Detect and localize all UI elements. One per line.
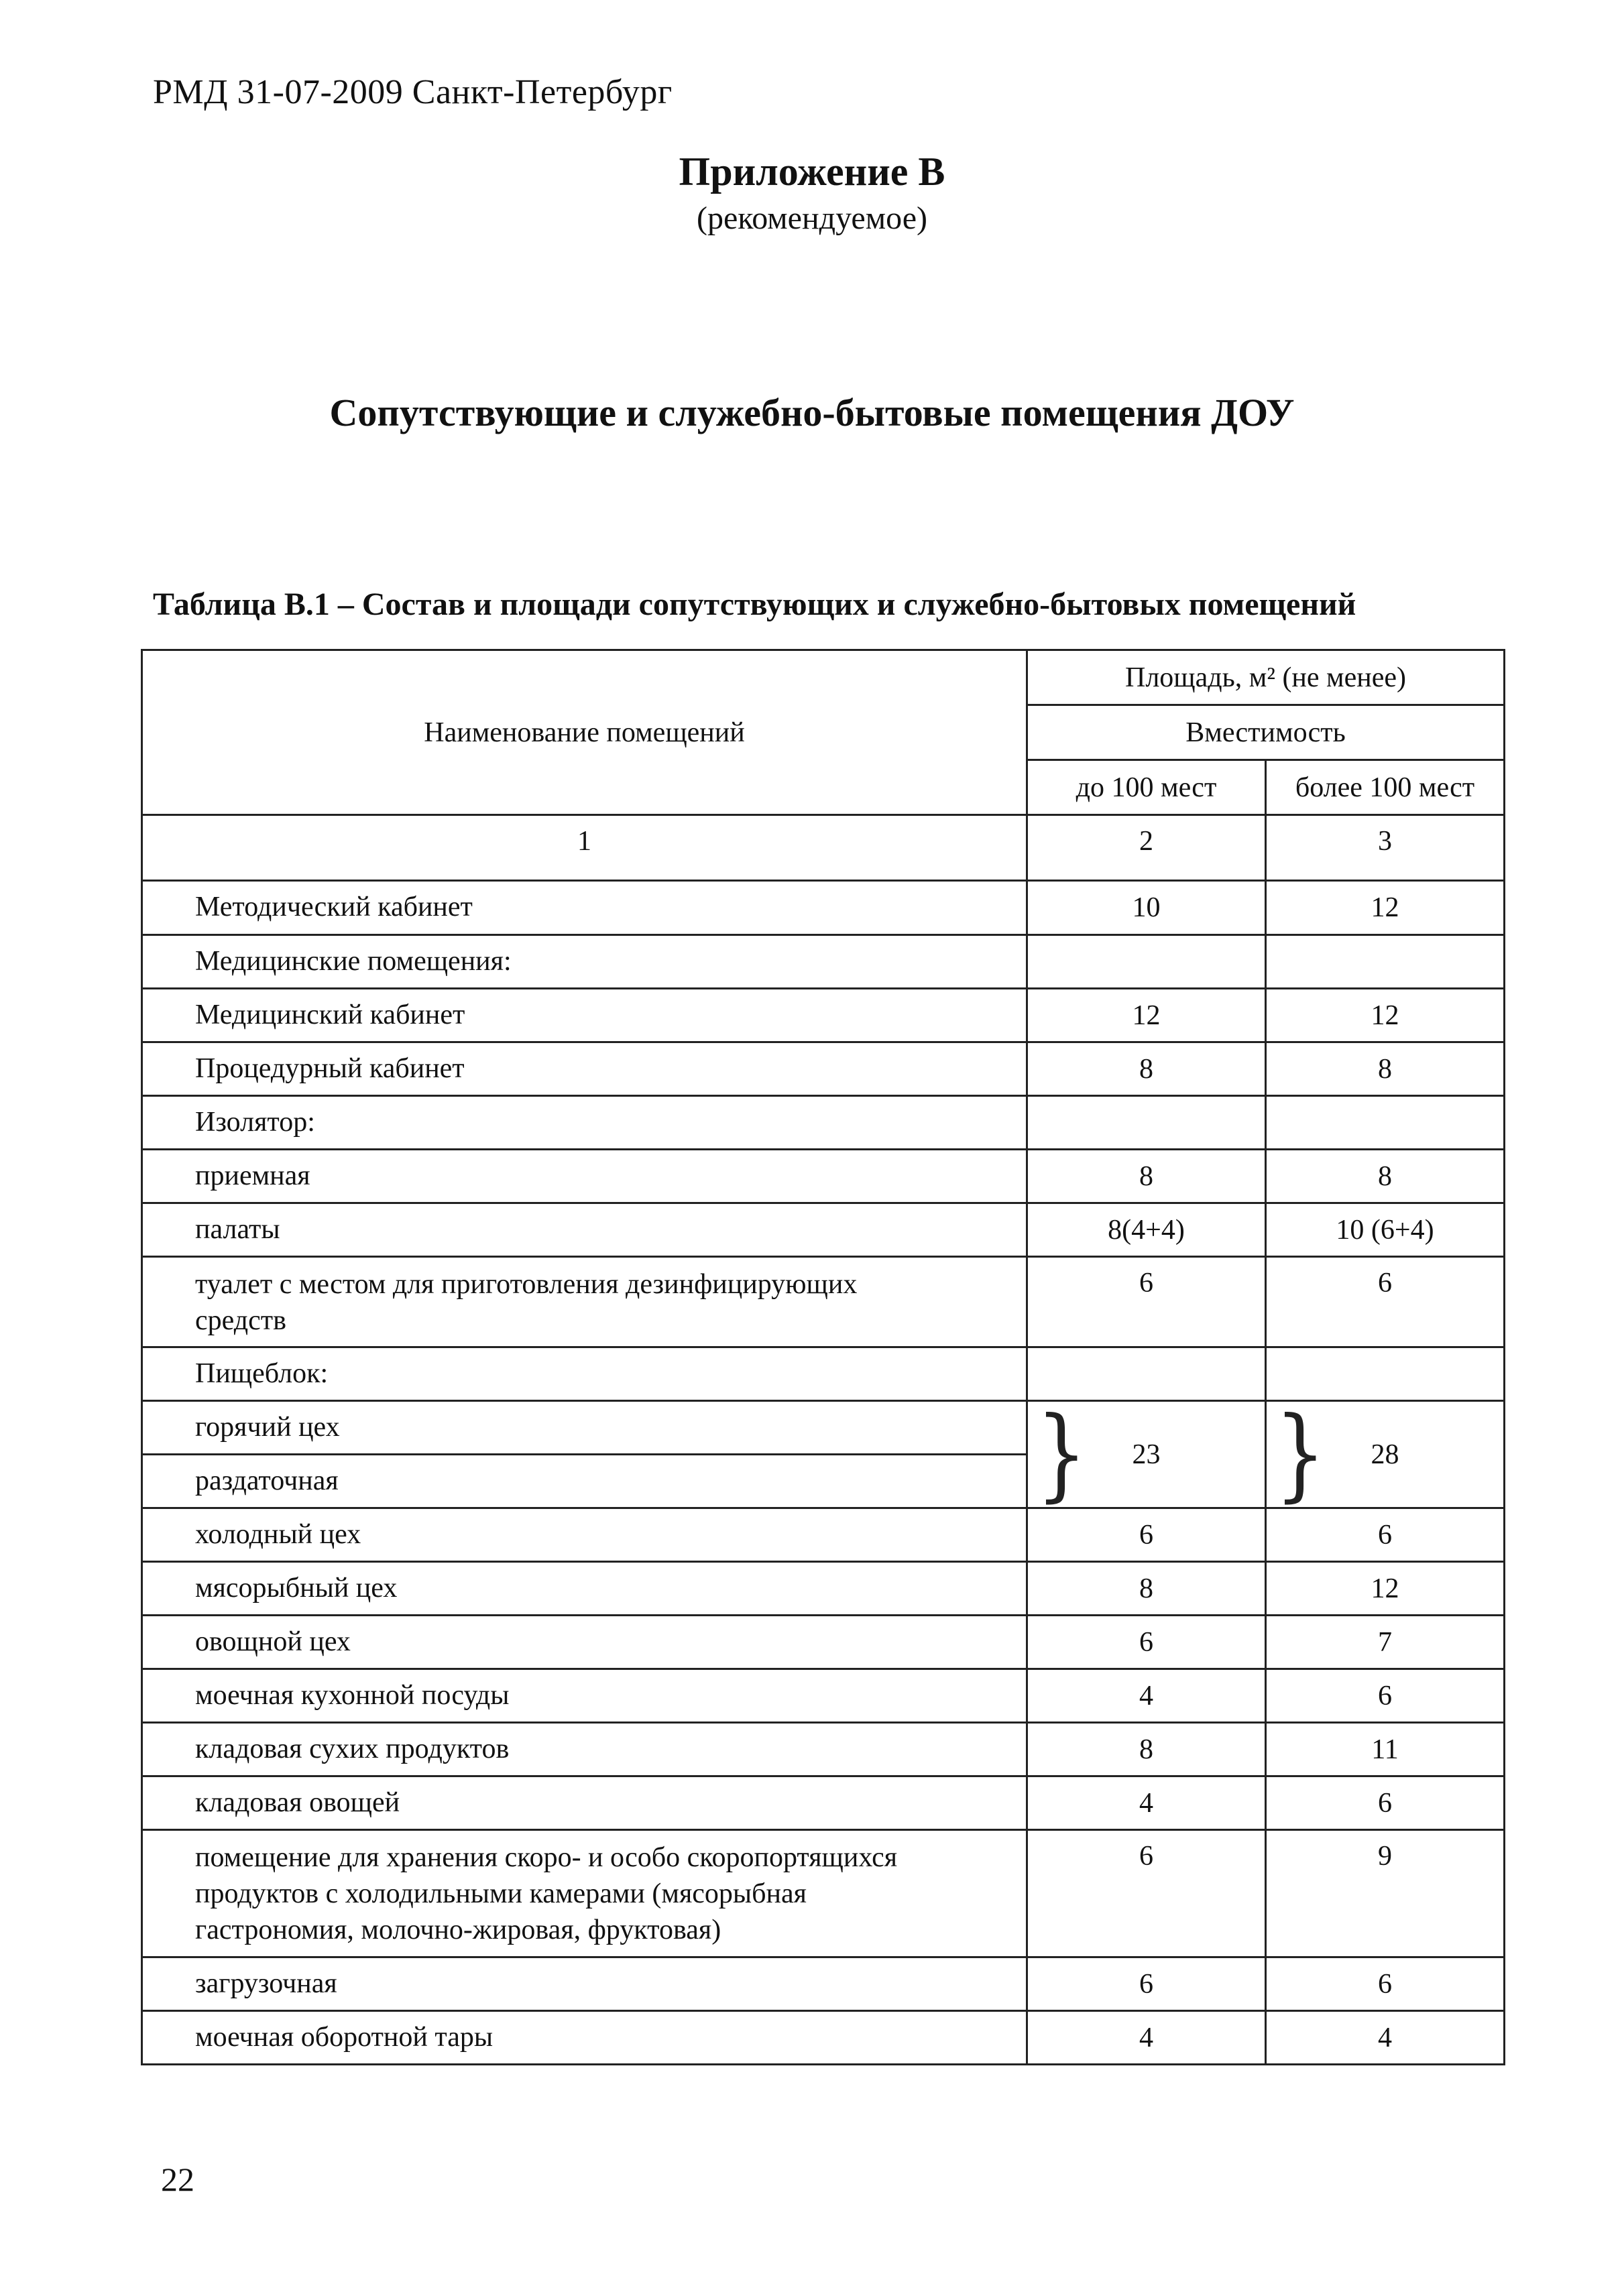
row-value-large xyxy=(1266,935,1505,989)
table-row xyxy=(142,881,1505,935)
rooms-area-table xyxy=(141,649,1505,2065)
table-caption: Таблица В.1 – Состав и площади сопутствующих и служебно-бытовых помещений xyxy=(153,587,1356,622)
table-row xyxy=(142,1957,1505,2011)
row-name: моечная оборотной тары xyxy=(142,2011,1027,2065)
table-row xyxy=(142,1042,1505,1096)
header-capacity: Вместимость xyxy=(1027,705,1505,760)
row-value-large: 6 xyxy=(1266,1508,1505,1562)
page-number: 22 xyxy=(161,2161,194,2198)
row-name: Изолятор: xyxy=(142,1096,1027,1150)
row-value-small: 4 xyxy=(1027,1669,1266,1723)
combined-value-small: 23 xyxy=(1132,1439,1161,1470)
row-name: мясорыбный цех xyxy=(142,1562,1027,1616)
row-value-large: 8 xyxy=(1266,1042,1505,1096)
row-value-small: 10 xyxy=(1027,881,1266,935)
row-value-large: 6 xyxy=(1266,1776,1505,1830)
table-row xyxy=(142,1203,1505,1257)
table-row xyxy=(142,1669,1505,1723)
document-header: РМД 31-07-2009 Санкт-Петербург xyxy=(153,73,673,111)
table-row xyxy=(142,935,1505,989)
row-name: Процедурный кабинет xyxy=(142,1042,1027,1096)
row-name: кладовая сухих продуктов xyxy=(142,1723,1027,1776)
row-value-small xyxy=(1027,1347,1266,1401)
column-number-3: 3 xyxy=(1266,815,1505,881)
row-name: кладовая овощей xyxy=(142,1776,1027,1830)
combined-value-large-cell xyxy=(1266,1396,1505,1512)
row-value-small: 8 xyxy=(1027,1562,1266,1616)
table-row xyxy=(142,1830,1505,1957)
row-value-small xyxy=(1027,935,1266,989)
table-row xyxy=(142,1562,1505,1616)
header-over-100: более 100 мест xyxy=(1266,760,1505,815)
table-row xyxy=(142,2011,1505,2065)
row-value-small: 8 xyxy=(1027,1150,1266,1203)
table-row xyxy=(142,989,1505,1042)
row-name: холодный цех xyxy=(142,1508,1027,1562)
row-value-small: 6 xyxy=(1027,1830,1266,1957)
row-value-large: 6 xyxy=(1266,1669,1505,1723)
row-name: загрузочная xyxy=(142,1957,1027,2011)
table-row xyxy=(142,1723,1505,1776)
combined-value-small-cell xyxy=(1027,1396,1266,1512)
row-value-large: 12 xyxy=(1266,989,1505,1042)
row-name: Медицинский кабинет xyxy=(142,989,1027,1042)
row-name: туалет с местом для приготовления дезинфицирующих средств xyxy=(142,1257,1027,1347)
row-value-large: 12 xyxy=(1266,1562,1505,1616)
row-value-large: 9 xyxy=(1266,1830,1505,1957)
row-value-small xyxy=(1027,1096,1266,1150)
table-row xyxy=(142,1401,1505,1455)
row-name: Методический кабинет xyxy=(142,881,1027,935)
table-row xyxy=(142,1776,1505,1830)
row-value-large xyxy=(1266,1096,1505,1150)
table-row xyxy=(142,1616,1505,1669)
row-value-small: 4 xyxy=(1027,1776,1266,1830)
row-value-large: 4 xyxy=(1266,2011,1505,2065)
header-area: Площадь, м² (не менее) xyxy=(1027,650,1505,705)
row-value-small: 8 xyxy=(1027,1042,1266,1096)
row-value-small: 6 xyxy=(1027,1508,1266,1562)
row-value-small: 8(4+4) xyxy=(1027,1203,1266,1257)
table-row xyxy=(142,1257,1505,1347)
row-name: Медицинские помещения: xyxy=(142,935,1027,989)
row-name: палаты xyxy=(142,1203,1027,1257)
row-value-large: 11 xyxy=(1266,1723,1505,1776)
right-brace-icon: } xyxy=(1275,1396,1326,1512)
row-value-small: 8 xyxy=(1027,1723,1266,1776)
row-value-large: 6 xyxy=(1266,1257,1505,1347)
row-value-small: 4 xyxy=(1027,2011,1266,2065)
row-value-small: 12 xyxy=(1027,989,1266,1042)
table-row xyxy=(142,1508,1505,1562)
combined-value-large: 28 xyxy=(1371,1439,1399,1470)
row-name: овощной цех xyxy=(142,1616,1027,1669)
appendix-subtitle: (рекомендуемое) xyxy=(697,200,927,236)
row-value-large: 10 (6+4) xyxy=(1266,1203,1505,1257)
table-row xyxy=(142,1347,1505,1401)
row-value-large: 7 xyxy=(1266,1616,1505,1669)
row-name: моечная кухонной посуды xyxy=(142,1669,1027,1723)
row-name: помещение для хранения скоро- и особо скоропортящихся продуктов с холодильными камерами (мясорыбная гастрономия, молочно-жировая, фруктовая) xyxy=(142,1830,1027,1957)
row-value-small: 6 xyxy=(1027,1957,1266,2011)
appendix-title: Приложение В xyxy=(679,149,945,194)
row-value-small: 6 xyxy=(1027,1616,1266,1669)
row-name: Пищеблок: xyxy=(142,1347,1027,1401)
row-name: приемная xyxy=(142,1150,1027,1203)
row-value-large: 12 xyxy=(1266,881,1505,935)
table-row xyxy=(142,1150,1505,1203)
row-name: раздаточная xyxy=(142,1455,1027,1508)
row-value-large: 8 xyxy=(1266,1150,1505,1203)
table-row xyxy=(142,1096,1505,1150)
row-value-large: 6 xyxy=(1266,1957,1505,2011)
row-name: горячий цех xyxy=(142,1401,1027,1455)
column-number-2: 2 xyxy=(1027,815,1266,881)
header-room-name: Наименование помещений xyxy=(142,650,1027,815)
row-value-large xyxy=(1266,1347,1505,1401)
row-value-small: 6 xyxy=(1027,1257,1266,1347)
column-number-1: 1 xyxy=(142,815,1027,881)
header-up-to-100: до 100 мест xyxy=(1027,760,1266,815)
section-title: Сопутствующие и служебно-бытовые помещения ДОУ xyxy=(329,391,1295,434)
right-brace-icon: } xyxy=(1036,1396,1088,1512)
